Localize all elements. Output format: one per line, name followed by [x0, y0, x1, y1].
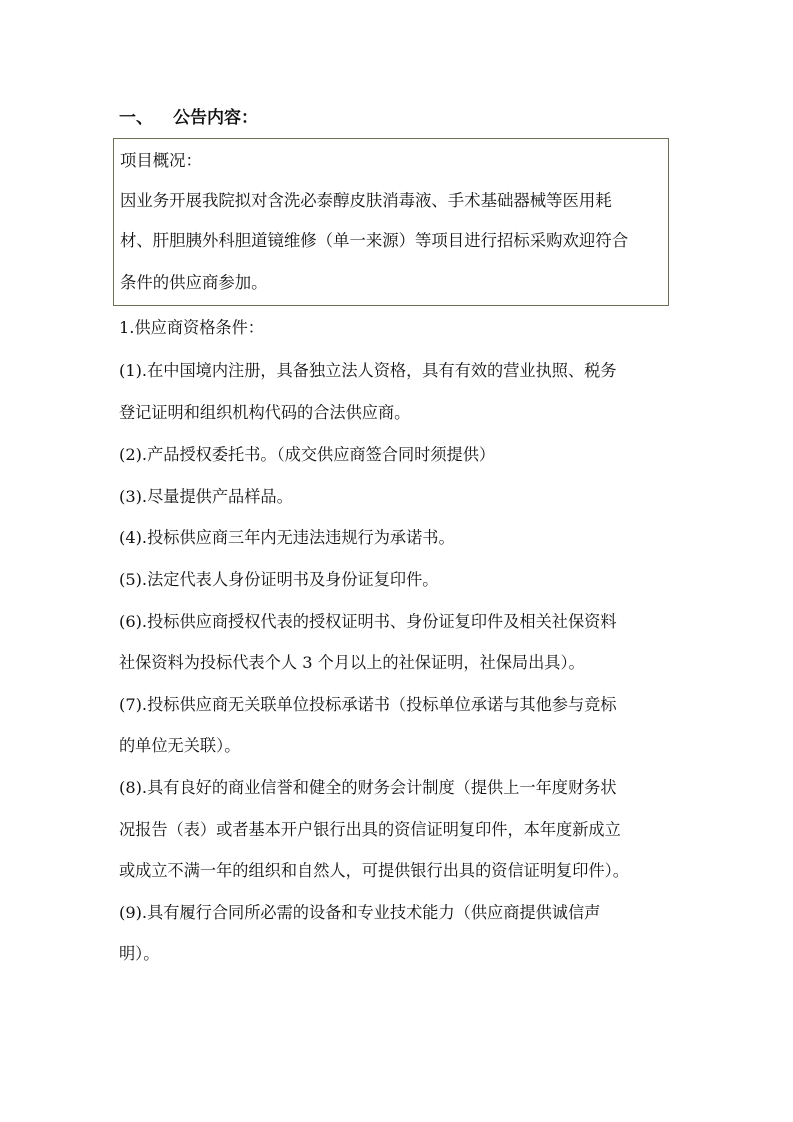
requirements-title: 1.供应商资格条件： [119, 318, 264, 337]
section-number: 一、 [119, 108, 153, 128]
requirement-line: (3).尽量提供产品样品。 [119, 487, 293, 506]
project-overview-box [113, 138, 669, 306]
requirement-line: 的单位无关联）。 [119, 736, 241, 755]
requirement-line: (8).具有良好的商业信誉和健全的财务会计制度（提供上一年度财务状 [119, 778, 617, 797]
requirement-line: 况报告（表）或者基本开户银行出具的资信证明复印件，本年度新成立 [119, 820, 621, 839]
requirement-line: 明）。 [119, 944, 160, 963]
requirement-line: (7).投标供应商无关联单位投标承诺书（投标单位承诺与其他参与竞标 [119, 695, 617, 714]
overview-label: 项目概况： [120, 151, 202, 170]
requirement-line: 社保资料为投标代表个人 3 个月以上的社保证明，社保局出具）。 [119, 653, 585, 672]
requirement-line: (4).投标供应商三年内无违法违规行为承诺书。 [119, 528, 455, 547]
requirement-line: 或成立不满一年的组织和自然人，可提供银行出具的资信证明复印件）。 [119, 861, 629, 880]
requirement-line: (2).产品授权委托书。（成交供应商签合同时须提供） [119, 445, 496, 464]
section-heading [119, 104, 258, 132]
overview-line: 材、肝胆胰外科胆道镜维修（单一来源）等项目进行招标采购欢迎符合 [120, 231, 629, 250]
requirement-line: (9).具有履行合同所必需的设备和专业技术能力（供应商提供诚信声 [119, 903, 601, 922]
overview-line: 条件的供应商参加。 [120, 273, 268, 292]
requirement-line: (6).投标供应商授权代表的授权证明书、身份证复印件及相关社保资料 [119, 612, 617, 631]
requirement-line: 登记证明和组织机构代码的合法供应商。 [119, 403, 411, 422]
requirement-line: (5).法定代表人身份证明书及身份证复印件。 [119, 570, 439, 589]
requirement-line: (1).在中国境内注册，具备独立法人资格，具有有效的营业执照、税务 [119, 361, 617, 380]
section-title: 公告内容： [173, 108, 258, 128]
overview-line: 因业务开展我院拟对含洗必泰醇皮肤消毒液、手术基础器械等医用耗 [120, 191, 612, 210]
